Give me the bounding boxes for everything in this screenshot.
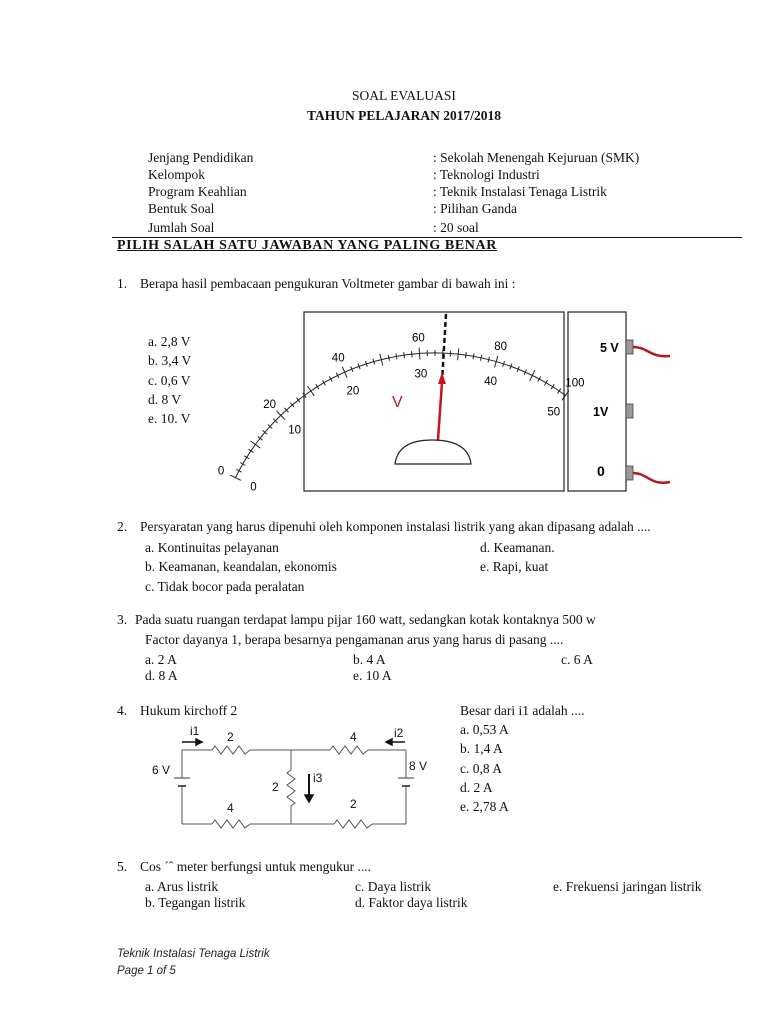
document-title: SOAL EVALUASI xyxy=(352,88,456,103)
resistor-top-right xyxy=(330,746,368,754)
q2-option-d: d. Keamanan. xyxy=(480,540,555,555)
q2-number: 2. xyxy=(117,519,128,534)
label-i2: i2 xyxy=(394,726,404,740)
q5-option-e: e. Frekuensi jaringan listrik xyxy=(553,879,702,894)
q3-option-d: d. 8 A xyxy=(145,668,178,683)
terminal-label-5v: 5 V xyxy=(600,341,619,355)
q2-option-b: b. Keamanan, keandalan, ekonomis xyxy=(145,559,337,574)
meter-inner-scale-label: 20 xyxy=(346,385,360,398)
q1-number: 1. xyxy=(117,276,128,291)
q4-option-c: c. 0,8 A xyxy=(460,761,502,776)
q1-option-b: b. 3,4 V xyxy=(148,353,192,368)
q1-option-c: c. 0,6 V xyxy=(148,373,191,388)
q5-option-a: a. Arus listrik xyxy=(145,879,219,894)
info-label-kelompok: Kelompok xyxy=(148,167,205,182)
meter-inner-scale-label: 50 xyxy=(547,406,561,419)
resistor-bottom-left xyxy=(212,820,250,828)
footer-subject: Teknik Instalasi Tenaga Listrik xyxy=(117,948,270,960)
info-label-program: Program Keahlian xyxy=(148,184,247,199)
meter-outer-scale-label: 60 xyxy=(411,332,425,345)
label-r-top-left: 2 xyxy=(227,730,234,744)
meter-inner-scale-label: 0 xyxy=(250,481,257,494)
q3-line1: Pada suatu ruangan terdapat lampu pijar 160 watt, sedangkan kotak kontaknya 500 w xyxy=(135,612,596,627)
info-value-bentuk: : Pilihan Ganda xyxy=(433,201,517,216)
info-value-program: : Teknik Instalasi Tenaga Listrik xyxy=(433,184,607,199)
label-i3: i3 xyxy=(313,771,323,785)
terminal-label-0: 0 xyxy=(597,463,605,479)
meter-unit-label: V xyxy=(392,394,403,411)
q1-option-e: e. 10. V xyxy=(148,411,191,426)
meter-outer-scale-label: 0 xyxy=(217,465,225,478)
q1-text: Berapa hasil pembacaan pengukuran Voltmeter gambar di bawah ini : xyxy=(140,276,516,291)
label-v-left: 6 V xyxy=(152,763,171,777)
meter-outer-scale-label: 20 xyxy=(263,398,277,411)
resistor-top-left xyxy=(212,746,250,754)
label-r-bottom-left: 4 xyxy=(227,801,234,815)
info-label-jumlah: Jumlah Soal xyxy=(148,220,215,235)
q2-option-e: e. Rapi, kuat xyxy=(480,559,549,574)
document-year: TAHUN PELAJARAN 2017/2018 xyxy=(306,108,501,123)
info-value-kelompok: : Teknologi Industri xyxy=(433,167,540,182)
meter-inner-scale-label: 40 xyxy=(484,375,498,388)
q4-question: Besar dari i1 adalah .... xyxy=(460,703,585,718)
q5-option-c: c. Daya listrik xyxy=(355,879,432,894)
q3-number: 3. xyxy=(117,612,128,627)
q2-option-a: a. Kontinuitas pelayanan xyxy=(145,540,279,555)
q3-option-c: c. 6 A xyxy=(561,652,593,667)
info-label-bentuk: Bentuk Soal xyxy=(148,201,215,216)
q4-option-b: b. 1,4 A xyxy=(460,741,503,756)
q1-option-a: a. 2,8 V xyxy=(148,334,191,349)
q5-option-d: d. Faktor daya listrik xyxy=(355,895,468,910)
label-i1: i1 xyxy=(190,724,200,738)
label-r-middle: 2 xyxy=(272,780,279,794)
label-r-bottom-right: 2 xyxy=(350,797,357,811)
label-v-right: 8 V xyxy=(409,759,428,773)
label-r-top-right: 4 xyxy=(350,730,357,744)
q3-option-b: b. 4 A xyxy=(353,652,386,667)
resistor-bottom-right xyxy=(334,820,372,828)
terminal-label-1v: 1V xyxy=(593,405,609,419)
meter-outer-scale-label: 40 xyxy=(331,352,345,365)
instruction: PILIH SALAH SATU JAWABAN YANG PALING BENAR xyxy=(117,238,497,253)
q5-option-b: b. Tegangan listrik xyxy=(145,895,246,910)
q5-text: Cos ´ˆ meter berfungsi untuk mengukur .... xyxy=(140,859,371,874)
q5-number: 5. xyxy=(117,859,128,874)
i1-arrow-head xyxy=(196,739,202,745)
i3-arrow-head xyxy=(305,795,313,802)
q4-number: 4. xyxy=(117,703,128,718)
resistor-middle xyxy=(287,770,295,806)
q4-option-a: a. 0,53 A xyxy=(460,722,509,737)
q1-option-d: d. 8 V xyxy=(148,392,182,407)
info-label-jenjang: Jenjang Pendidikan xyxy=(148,150,254,165)
q3-option-a: a. 2 A xyxy=(145,652,177,667)
meter-inner-scale-label: 10 xyxy=(288,424,302,437)
q4-option-d: d. 2 A xyxy=(460,780,493,795)
footer-page-number: Page 1 of 5 xyxy=(117,965,176,977)
meter-outer-scale-label: 80 xyxy=(494,341,508,354)
q3-option-e: e. 10 A xyxy=(353,668,392,683)
q2-option-c: c. Tidak bocor pada peralatan xyxy=(145,579,305,594)
meter-inner-scale-label: 30 xyxy=(414,368,428,381)
info-value-jumlah: : 20 soal xyxy=(433,220,479,235)
info-value-jenjang: : Sekolah Menengah Kejuruan (SMK) xyxy=(433,150,640,165)
q4-option-e: e. 2,78 A xyxy=(460,799,509,814)
q4-text: Hukum kirchoff 2 xyxy=(140,703,238,718)
q3-line2: Factor dayanya 1, berapa besarnya pengamanan arus yang harus di pasang .... xyxy=(145,632,564,647)
meter-outer-scale-label: 100 xyxy=(565,377,585,390)
i2-arrow-head xyxy=(386,739,392,745)
q2-text: Persyaratan yang harus dipenuhi oleh komponen instalasi listrik yang akan dipasang adalah .... xyxy=(140,519,651,534)
